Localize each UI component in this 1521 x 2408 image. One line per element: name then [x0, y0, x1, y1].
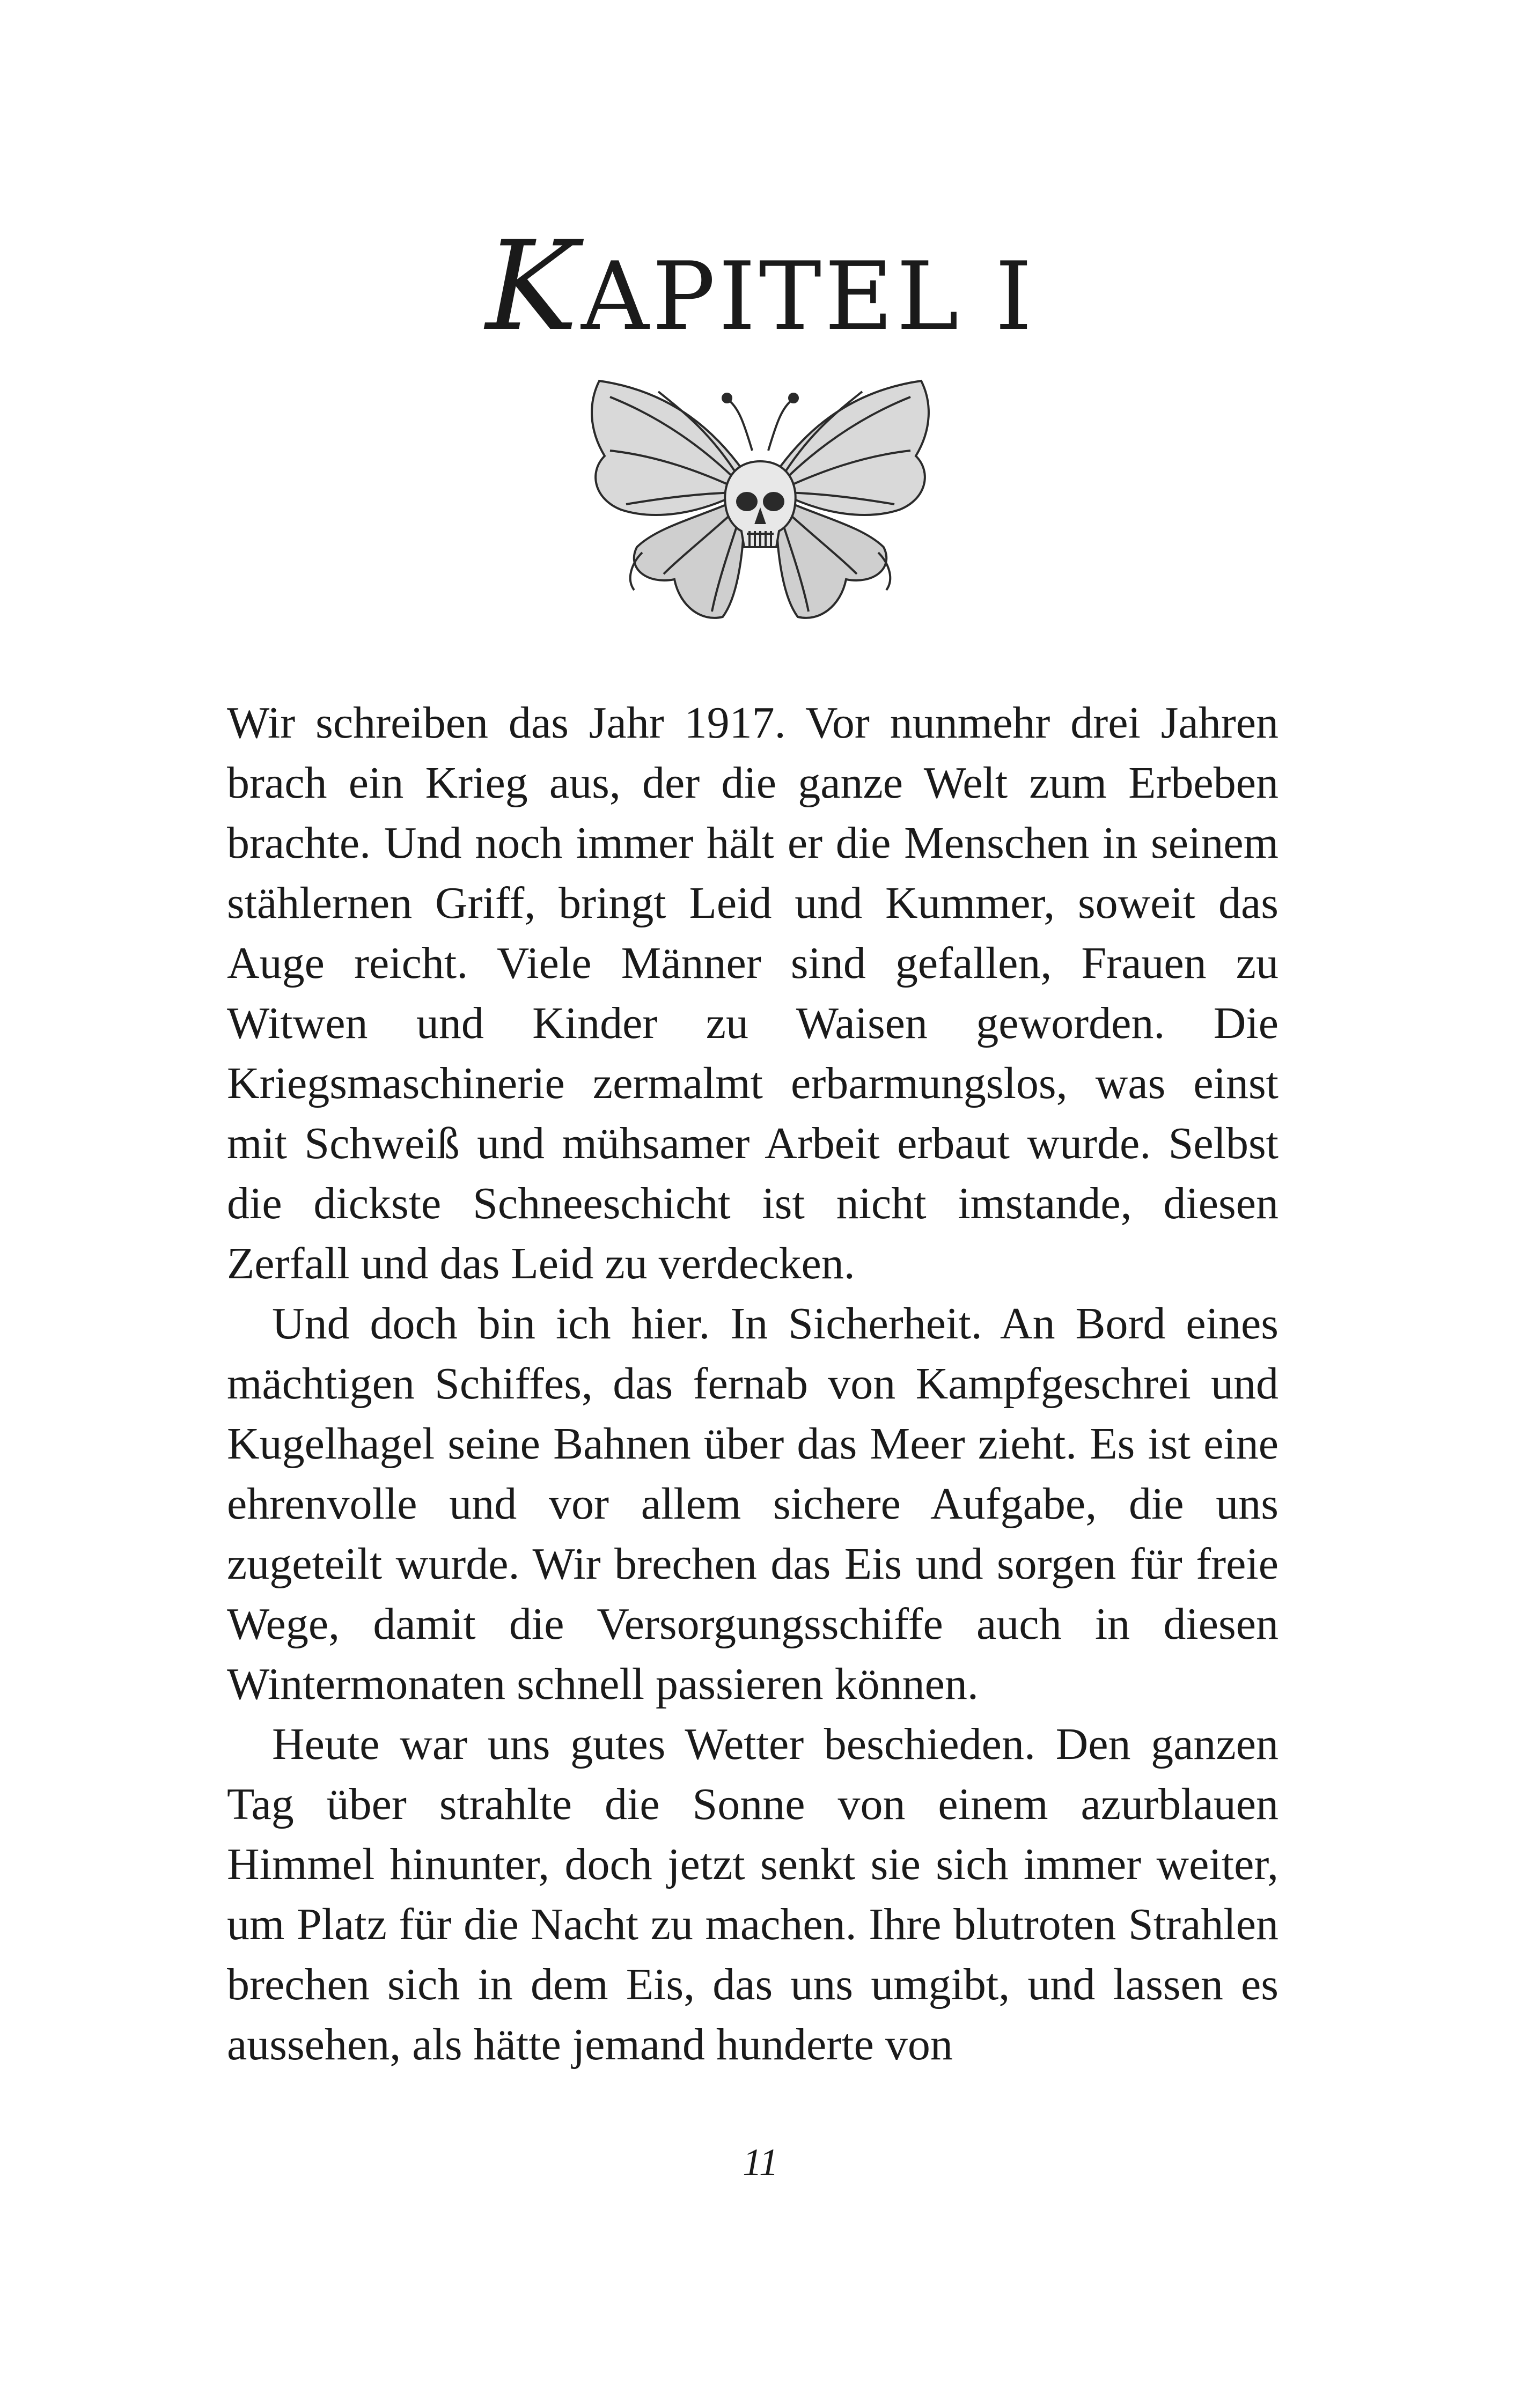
- paragraph-1: Wir schreiben das Jahr 1917. Vor nunmehr drei Jahren brach ein Krieg aus, der die ganze Welt zum Erbeben brachte. Und noch immer hält er die Menschen in seinem stählernen Griff, bringt Leid und Kummer, soweit das Auge reicht. Viele Männer sind gefallen, Frauen zu Witwen und Kinder zu Waisen geworden. Die Kriegsmaschinerie zermalmt erbarmungslos, was einst mit Schweiß und mühsamer Arbeit erbaut wurde. Selbst die dickste Schneeschicht ist nicht imstande, diesen Zerfall und das Leid zu verdecken.: [227, 698, 1278, 1288]
- chapter-body: [227, 693, 1278, 2075]
- chapter-title-rest: APITEL I: [581, 242, 1035, 351]
- paragraph-2: Und doch bin ich hier. In Sicherheit. An Bord eines mächtigen Schiffes, das fernab von Kampfgeschrei und Kugelhagel seine Bahnen über das Meer zieht. Es ist eine ehrenvolle und vor allem sichere Aufgabe, die uns zugeteilt wurde. Wir brechen das Eis und sorgen für freie Wege, damit die Versorgungsschiffe auch in diesen Wintermonaten schnell passieren können.: [227, 1299, 1278, 1709]
- skull-butterfly-icon: [567, 370, 953, 638]
- chapter-title-initial: K: [486, 215, 582, 358]
- page-number: 11: [743, 2141, 778, 2184]
- chapter-title: [0, 215, 1521, 358]
- paragraph-3: Heute war uns gutes Wetter beschieden. Den ganzen Tag über strahlte die Sonne von einem azurblauen Himmel hinunter, doch jetzt senkt sie sich immer weiter, um Platz für die Nacht zu machen. Ihre blutroten Strahlen brechen sich in dem Eis, das uns umgibt, und lassen es aussehen, als hätte jemand hunderte von: [227, 1719, 1278, 2070]
